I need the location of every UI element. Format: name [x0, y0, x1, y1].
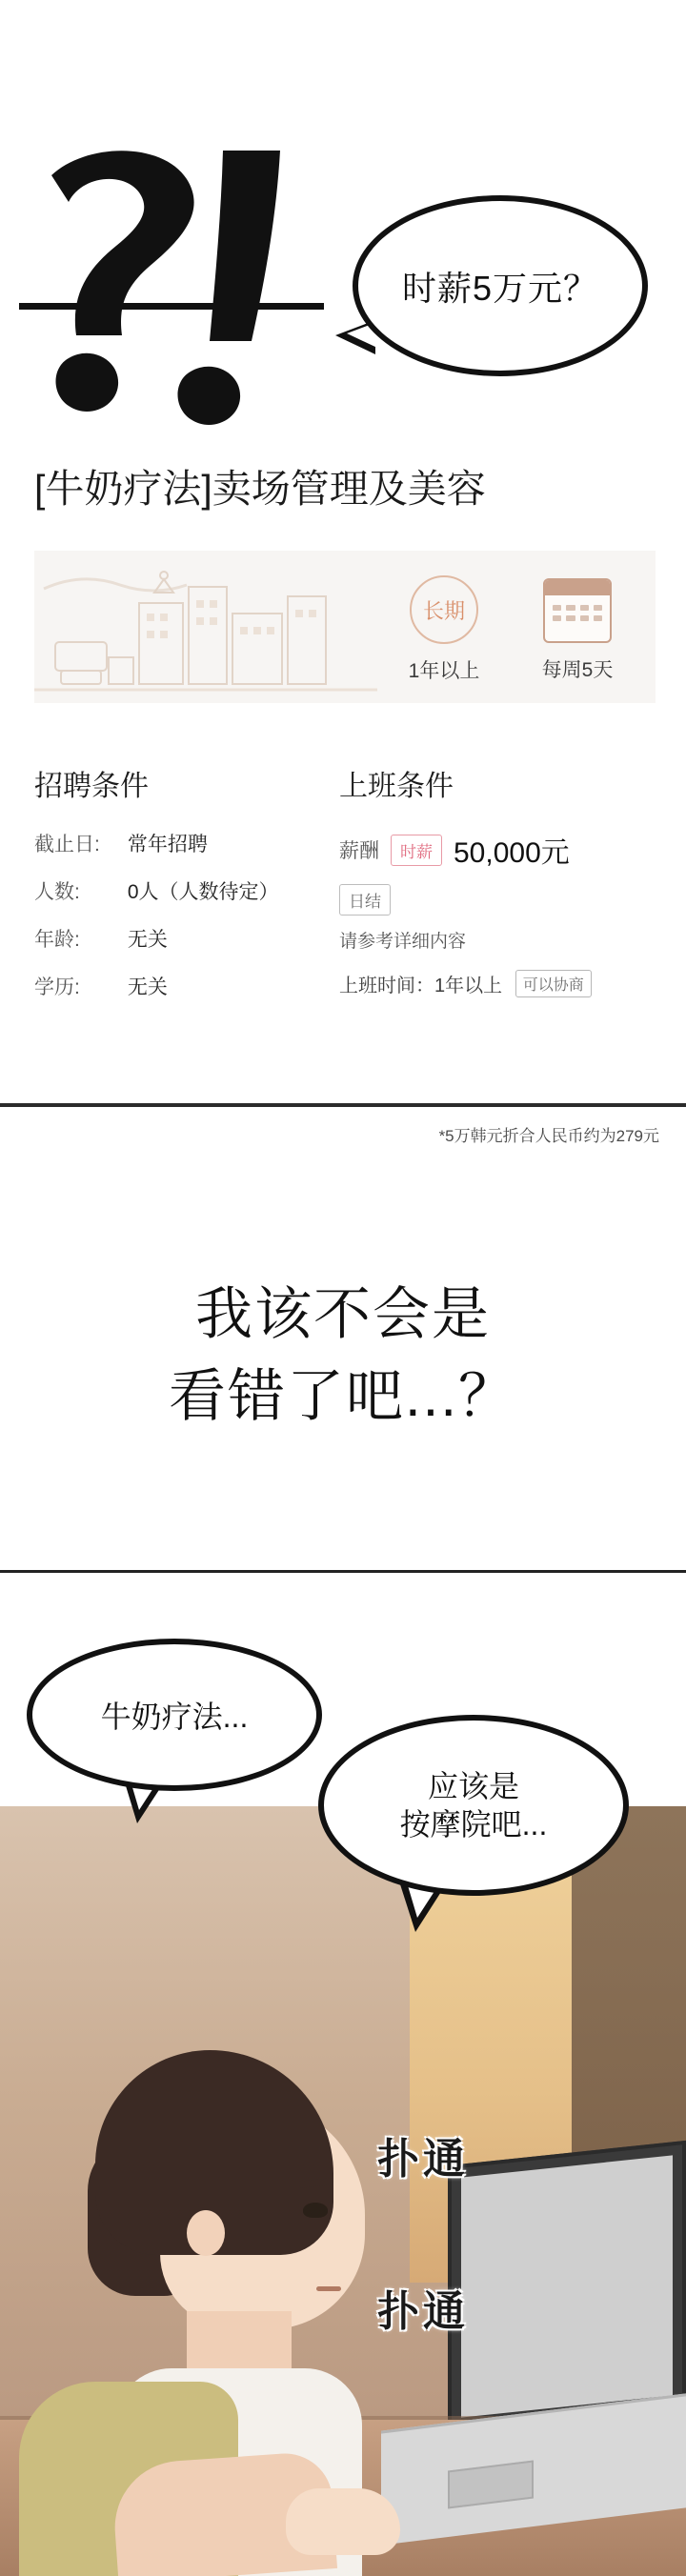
schedule-badge — [511, 571, 644, 683]
term-badge — [377, 570, 511, 684]
term-badge-label: 1年以上 — [408, 660, 480, 682]
recruit-conditions — [34, 762, 320, 1019]
panel-divider-2 — [0, 1570, 686, 1573]
calendar-icon — [543, 578, 612, 643]
pay-label: 薪酬 — [339, 840, 379, 862]
character-mouth — [316, 2286, 341, 2291]
recruit-row-key: 学历: — [34, 976, 80, 998]
negotiable-tag: 可以协商 — [515, 970, 592, 997]
city-illustration — [34, 551, 377, 703]
hourly-wage-tag: 时薪 — [391, 835, 442, 866]
recruit-row — [34, 829, 320, 857]
panel-divider — [0, 1103, 686, 1107]
salary-speech-bubble — [353, 195, 648, 376]
character-ear — [187, 2210, 225, 2256]
character-hand — [286, 2488, 400, 2555]
heartbeat-sfx-1: 扑通 — [377, 2136, 469, 2183]
recruit-row — [34, 876, 320, 905]
job-title: [牛奶疗法]卖场管理及美容 — [34, 467, 486, 511]
recruit-row-key: 年龄: — [34, 929, 80, 951]
massage-bubble-line-2: 按摩院吧... — [399, 1807, 548, 1841]
strike-through-line — [19, 303, 324, 310]
recruit-row-value: 0人（人数待定） — [127, 881, 279, 903]
schedule-badge-label: 每周5天 — [541, 659, 614, 681]
recruit-row — [34, 972, 320, 1000]
recruit-row-key: 人数: — [34, 881, 80, 903]
monologue-line-1: 我该不会是 — [195, 1282, 491, 1346]
monologue-line-2: 看错了吧...？ — [168, 1364, 517, 1428]
laptop-screen — [448, 2141, 686, 2432]
work-time-label: 上班时间：1年以上 — [339, 976, 503, 996]
info-strip — [34, 551, 656, 703]
laptop-screen-display — [461, 2155, 673, 2417]
heartbeat-sfx-2: 扑通 — [377, 2288, 469, 2335]
milk-bubble-text: 牛奶疗法... — [100, 1700, 249, 1734]
currency-footnote: *5万韩元折合人民币约为279元 — [438, 1127, 659, 1145]
recruit-row-key: 截止日: — [34, 834, 100, 855]
question-exclamation-icon — [19, 133, 362, 448]
milk-therapy-bubble — [27, 1639, 322, 1791]
recruit-row-value: 常年招聘 — [127, 834, 208, 855]
massage-bubble-line-1: 应该是 — [427, 1769, 519, 1803]
pay-row — [339, 829, 663, 871]
term-badge-mark: 长期 — [422, 598, 465, 623]
recruit-row-value: 无关 — [127, 976, 168, 998]
pay-period-tag: 日结 — [339, 884, 391, 916]
pay-amount: 50,000元 — [454, 837, 570, 869]
scene-panel — [0, 1620, 686, 2576]
recruit-row — [34, 924, 320, 953]
pay-note: 请参考详细内容 — [339, 932, 467, 952]
recruit-heading: 招聘条件 — [34, 771, 149, 802]
work-conditions — [339, 762, 663, 997]
recruit-row-value: 无关 — [127, 929, 168, 951]
salary-bubble-text: 时薪5万元？ — [401, 268, 599, 308]
term-badge-circle — [410, 575, 478, 644]
monologue-panel — [0, 1164, 686, 1595]
massage-parlor-bubble — [318, 1715, 629, 1896]
character-eye — [303, 2203, 328, 2218]
work-time-row — [339, 970, 663, 997]
job-posting-panel — [0, 0, 686, 1189]
work-heading: 上班条件 — [339, 771, 454, 802]
